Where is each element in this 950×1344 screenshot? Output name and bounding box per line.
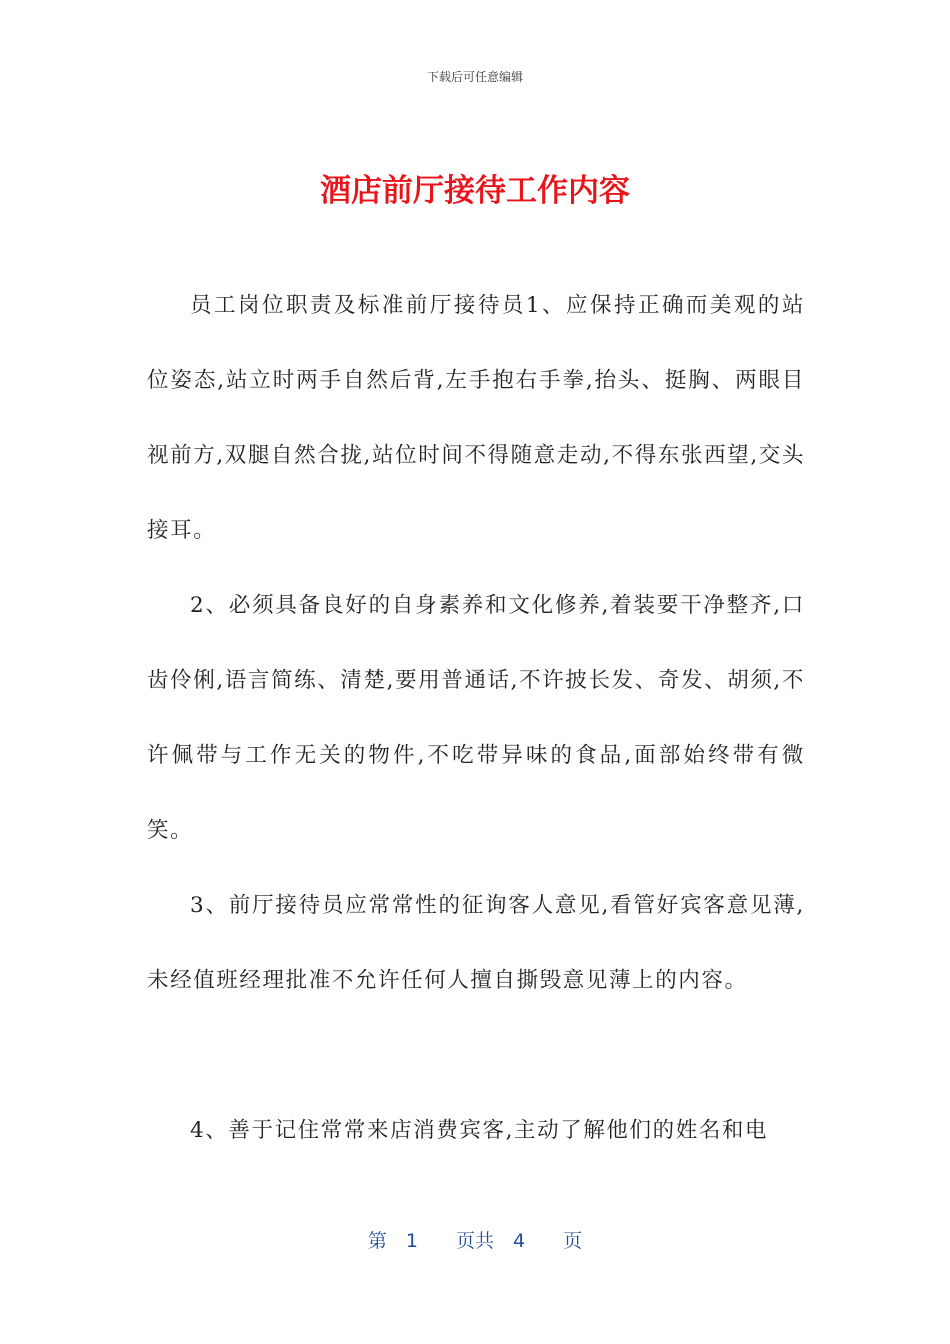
- header-note: 下载后可任意编辑: [426, 70, 523, 84]
- paragraph-3: 3、前厅接待员应常常性的征询客人意见,看管好宾客意见薄,未经值班经理批准不允许任何人擅自撕毁意见薄上的内容。: [147, 893, 805, 993]
- paragraph-4: 4、善于记住常常来店消费宾客,主动了解他们的姓名和电: [190, 1118, 769, 1143]
- page-number-footer: 第 1 页共 4 页: [367, 1230, 583, 1252]
- paragraph-2: 2、必须具备良好的自身素养和文化修养,着装要干净整齐,口齿伶俐,语言简练、清楚,要用普通话,不许披长发、奇发、胡须,不许佩带与工作无关的物件,不吃带异味的食品,面部始终带有微笑。: [147, 593, 805, 843]
- document-body: [147, 268, 805, 1168]
- paragraph-1: 员工岗位职责及标准前厅接待员1、应保持正确而美观的站位姿态,站立时两手自然后背,左手抱右手拳,抬头、挺胸、两眼目视前方,双腿自然合拢,站位时间不得随意走动,不得东张西望,交头接耳。: [147, 293, 805, 543]
- document-title: 酒店前厅接待工作内容: [320, 172, 630, 209]
